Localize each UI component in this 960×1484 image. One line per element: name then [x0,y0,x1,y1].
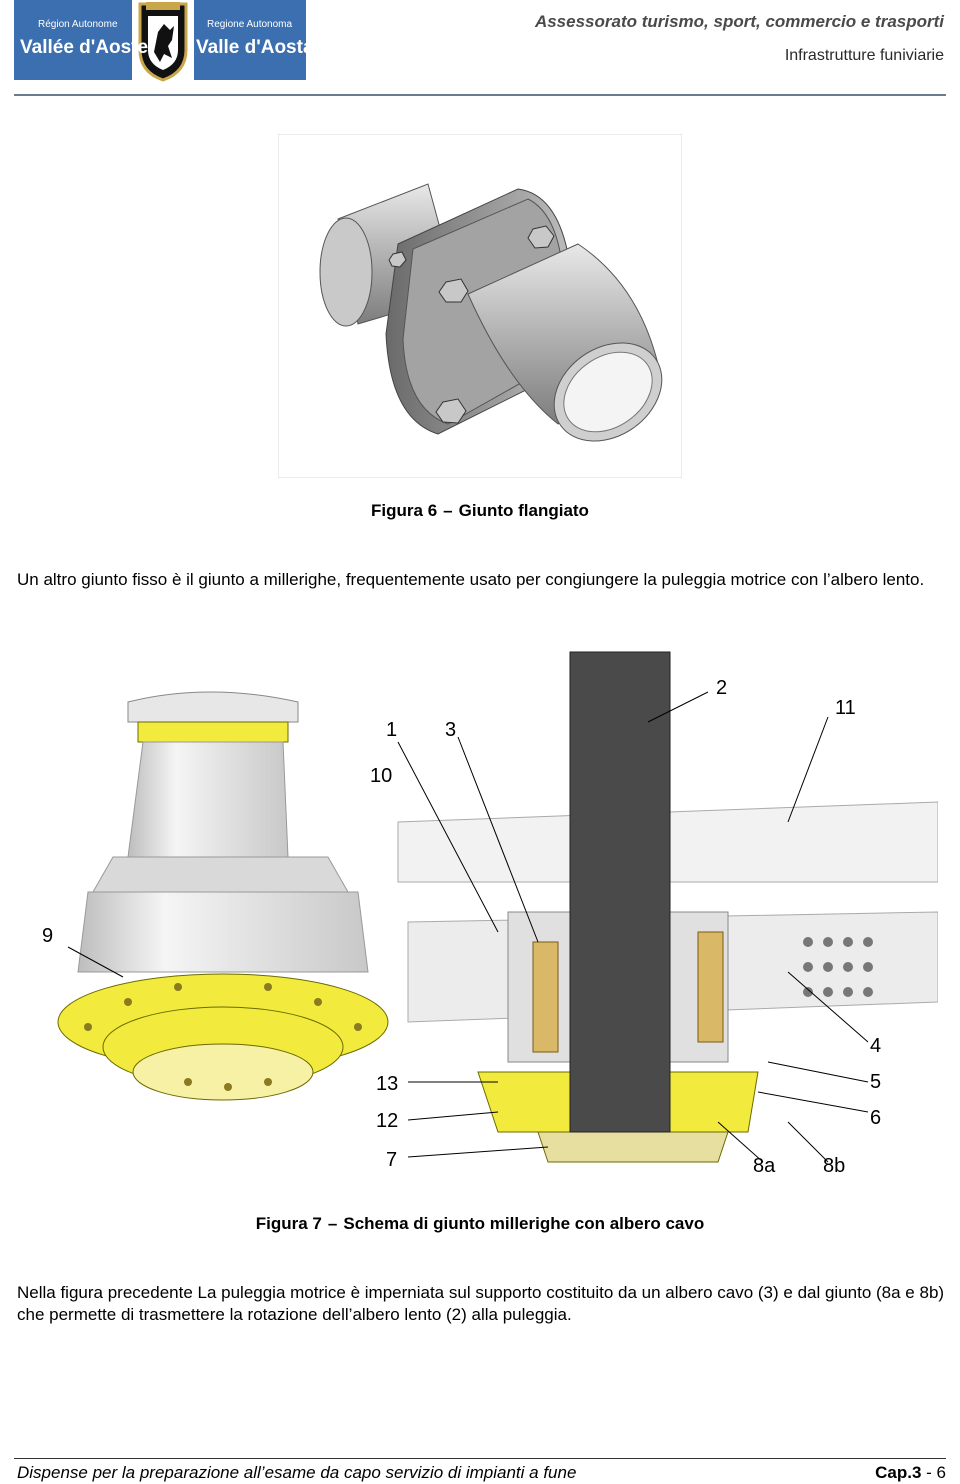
callout-3: 3 [445,719,457,741]
header-divider [14,94,946,96]
logo-left-line2: Vallée d'Aoste [20,37,149,58]
logo-right-line2: Valle d'Aosta [196,37,314,58]
callout-6: 6 [870,1107,882,1129]
footer-page: 6 [936,1463,946,1482]
footer-page-number [875,1463,946,1483]
logo-right-line1: Regione Autonoma [207,19,293,30]
header-subtitle: Infrastrutture funiviarie [784,47,944,64]
figure-6-caption: Figura 6 – Giunto flangiato [371,501,589,520]
figure-7-label: Figura 7 [255,1214,322,1233]
callout-2: 2 [716,677,728,699]
callout-13: 13 [376,1073,399,1095]
callout-9: 9 [42,925,54,947]
figure-6-label: Figura 6 [371,501,438,520]
callout-1: 1 [386,719,398,741]
figure-7-image [28,642,938,1182]
paragraph-intro: Un altro giunto fisso è il giunto a millerighe, frequentemente usato per congiungere la puleggia motrice con l’albero lento. [17,570,925,589]
callout-5: 5 [870,1071,882,1093]
figure-6-image [278,134,682,478]
footer-divider [14,1458,946,1459]
figure-7-title: Schema di giunto millerighe con albero cavo [343,1214,705,1233]
figure-6-title: Giunto flangiato [458,501,589,520]
callout-8a: 8a [753,1155,776,1177]
callout-4: 4 [870,1035,882,1057]
region-logo [14,0,314,84]
callout-12: 12 [376,1110,399,1132]
figure-7-caption: Figura 7 – Schema di giunto millerighe con albero cavo [255,1214,705,1233]
footer-separator: - [921,1463,937,1482]
header-department: Assessorato turismo, sport, commercio e trasporti [534,12,944,31]
callout-8b: 8b [823,1155,846,1177]
footer-document-title: Dispense per la preparazione all’esame da capo servizio di impianti a fune [17,1463,577,1482]
callout-11: 11 [835,697,856,719]
callout-7: 7 [386,1149,398,1171]
callout-10: 10 [370,765,393,787]
footer-chapter: Cap.3 [875,1463,922,1482]
paragraph-description: Nella figura precedente La puleggia motrice è imperniata sul supporto costituito da un albero cavo (3) e dal giunto (8a e 8b) che permette di trasmettere la rotazione dell’albero lento (2) alla puleggia. [17,1283,945,1324]
logo-left-line1: Région Autonome [38,19,118,30]
